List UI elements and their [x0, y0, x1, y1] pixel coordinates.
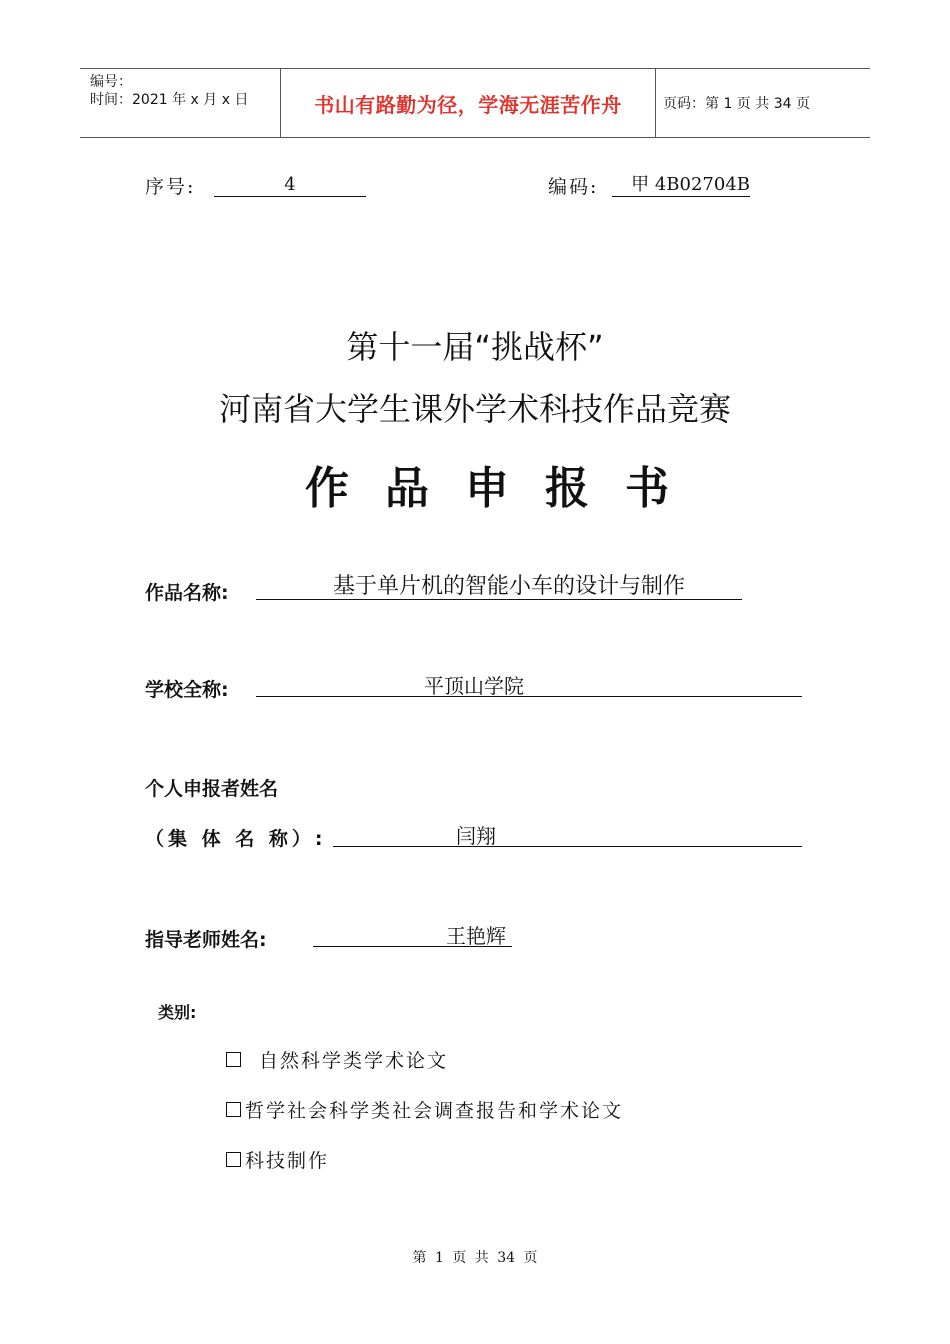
header-left-cell [80, 69, 280, 137]
header-motto-cell [280, 69, 656, 137]
advisor-value: 王艳辉 [446, 924, 506, 948]
category-option-social-science[interactable] [226, 1096, 623, 1123]
applicant-label: 个人申报者姓名 [145, 778, 279, 800]
page-footer: 第 1 页 共 34 页 [412, 1250, 538, 1266]
serial-label: 序号: [145, 176, 196, 198]
page-count-label: 页码：第 1 页 共 34 页 [663, 96, 810, 112]
applicant-value: 闫翔 [456, 824, 496, 848]
category-option-label: 科技制作 [245, 1150, 330, 1172]
school-underline [256, 672, 802, 697]
category-option-tech-production[interactable] [226, 1146, 329, 1173]
document-title: 作品申报书 [305, 463, 705, 514]
checkbox-icon[interactable] [226, 1152, 241, 1167]
header-page-cell [655, 69, 878, 137]
category-option-label: 自然科学类学术论文 [259, 1050, 449, 1072]
group-label: （集 体 名 称）: [145, 828, 327, 850]
work-name-label: 作品名称: [145, 582, 229, 604]
category-label: 类别: [158, 1003, 197, 1022]
competition-title-line2: 河南省大学生课外学术科技作品竞赛 [218, 390, 731, 428]
motto-text: 书山有路勤为径，学海无涯苦作舟 [314, 92, 622, 117]
competition-title-line1: 第十一届“挑战杯” [346, 328, 604, 366]
work-name-value: 基于单片机的智能小车的设计与制作 [333, 574, 686, 599]
advisor-label: 指导老师姓名: [145, 929, 267, 951]
category-option-natural-science[interactable] [226, 1046, 448, 1073]
category-option-label: 哲学社会科学类社会调查报告和学术论文 [245, 1100, 624, 1122]
document-header [80, 68, 870, 138]
school-value: 平顶山学院 [424, 674, 524, 698]
checkbox-icon[interactable] [226, 1052, 241, 1067]
time-label: 时间：2021 年 x 月 x 日 [90, 92, 249, 108]
code-value: 甲 4B02704B [612, 174, 750, 197]
checkbox-icon[interactable] [226, 1102, 241, 1117]
code-label: 编码: [548, 176, 599, 198]
school-label: 学校全称: [145, 679, 229, 701]
number-label: 编号： [90, 74, 132, 90]
serial-value: 4 [214, 174, 366, 197]
applicant-underline [333, 822, 802, 847]
